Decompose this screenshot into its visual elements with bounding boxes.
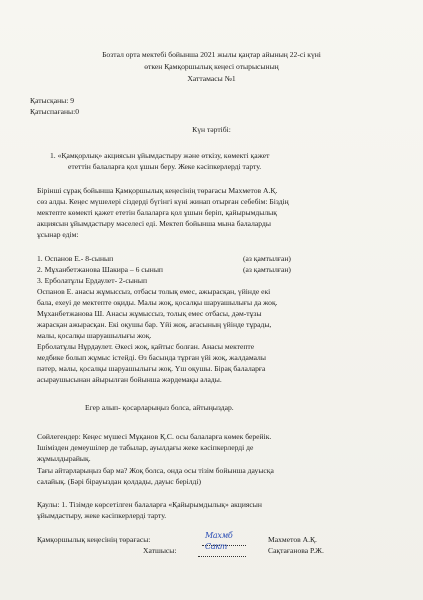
- decision-line: ұйымдастыру, жеке кәсіпкерлерді тарту.: [37, 511, 167, 520]
- paragraph-1-line: Бірінші сұрақ бойынша Қамқоршылық кеңесінің төрағасы Махметов А.Қ.: [37, 186, 278, 195]
- doc-header-line-3: Хаттамасы №1: [187, 74, 236, 83]
- attendance-present: Қатысқаны: 9: [30, 96, 75, 105]
- secretary-signature: Сакт: [205, 542, 228, 551]
- paragraph-4-line: Тағы айтарларыңыз бар ма? Жоқ болса, онда осы тізім бойынша дауысқа: [37, 466, 274, 475]
- doc-header-line-2: өткен Қамқоршылық кеңесі отырысының: [144, 62, 279, 71]
- student-item: 3. Ерболатұлы Ердаулет- 2-сынып: [37, 276, 148, 285]
- secretary-signature-line: [198, 556, 246, 557]
- paragraph-2-line: малы, қосалқы шаруашылығы жоқ.: [37, 331, 152, 340]
- paragraph-1-line: акциясын ұйымдастыру мәселесі еді. Мектеп бойынша мына балаларды: [37, 219, 271, 228]
- attendance-absent: Қатыспағаны:0: [30, 107, 80, 116]
- decision-line: Қаулы: 1. Тізімде көрсетілген балаларға «Қайырымдылық» акциясын: [37, 500, 262, 509]
- paragraph-1-line: сөз алды. Кеңес мүшелері сіздерді бүгінгі күні жинап отырған себебім: Біздің: [37, 197, 289, 206]
- paragraph-2-line: медбике болып жұмыс істейді. Өз басында тұрған үйі жоқ, жалдамалы: [37, 353, 266, 362]
- paragraph-2-line: асыраушысынан айырылған бойынша жәрдемақы алады.: [37, 375, 222, 384]
- paragraph-4-line: Сөйлегендер: Кеңес мүшесі Мұқанов Қ.С. осы балаларға көмек берейік.: [37, 432, 272, 441]
- agenda-item-line-2: ететтін балаларға қол ұшын беру. Жеке кәсіпкерлерді тарту.: [68, 162, 262, 171]
- paragraph-2-line: Мұханбетжанова Ш. Анасы жұмыссыз, толық емес отбасы, дәм-тұзы: [37, 309, 262, 318]
- paragraph-1-line: мектепте көмекті қажет ететін балаларға қол ұшын беріп, қайырымдылық: [37, 208, 277, 217]
- paragraph-4-line: Ішімізден демеушілер де табылар, ауылдағы жеке кәсіпкерлерді де: [37, 443, 254, 452]
- student-item: 1. Оспанов Е.- 8-сынып: [37, 254, 114, 263]
- chair-name: Махметов А.Қ.: [268, 535, 317, 544]
- student-status: (аз қамтылған): [243, 254, 291, 263]
- paragraph-2-line: жарасқан ажырасқан. Екі оқушы бар. Үйі жоқ, ағасының үйінде тұрады,: [37, 320, 272, 329]
- chair-label: Қамқоршылық кеңесінің төрағасы:: [37, 535, 151, 544]
- student-status: (аз қамтылған): [243, 265, 291, 274]
- student-item: 2. Мұханбетжанова Шакира – 6 сынып: [37, 265, 163, 274]
- secretary-label: Хатшысы:: [143, 546, 177, 555]
- paragraph-4-line: жұмылдырайық.: [37, 454, 91, 463]
- paragraph-2-line: Ерболатұлы Нұрдаулет. Әкесі жоқ, қайтыс болған. Анасы мектепте: [37, 342, 255, 351]
- paragraph-2-line: пәтер, малы, қосалқы шаруашылығы жоқ. Үш оқушы. Бірақ балаларға: [37, 364, 266, 373]
- paragraph-4-line: салайық. (Бәрі бірауыздан қолдады, дауыс берілді): [37, 477, 202, 486]
- agenda-title: Күн тәртібі:: [192, 125, 231, 134]
- secretary-name: Сақтағанова Р.Ж.: [268, 546, 324, 555]
- agenda-item-line-1: 1. «Қамқорлық» акциясын ұйымдастыру және өткізу, көмекті қажет: [50, 151, 270, 160]
- paragraph-2-line: Оспанов Е. анасы жұмыссыз, отбасы толық емес, ажырасқан, үйінде екі: [37, 287, 271, 296]
- paragraph-1-line: ұсынар едім:: [37, 230, 79, 239]
- paragraph-3: Егер алып- қосарларыңыз болса, айтыңыздар.: [85, 403, 234, 412]
- chair-signature: Махмб: [205, 531, 233, 540]
- doc-header-line-1: Бозтал орта мектебі бойынша 2021 жылы қаңтар айының 22-сі күні: [102, 50, 321, 59]
- paragraph-2-line: бала, ехеуі де мектепте оқиды. Малы жоқ, қосалқы шаруашылығы да жоқ.: [37, 298, 278, 307]
